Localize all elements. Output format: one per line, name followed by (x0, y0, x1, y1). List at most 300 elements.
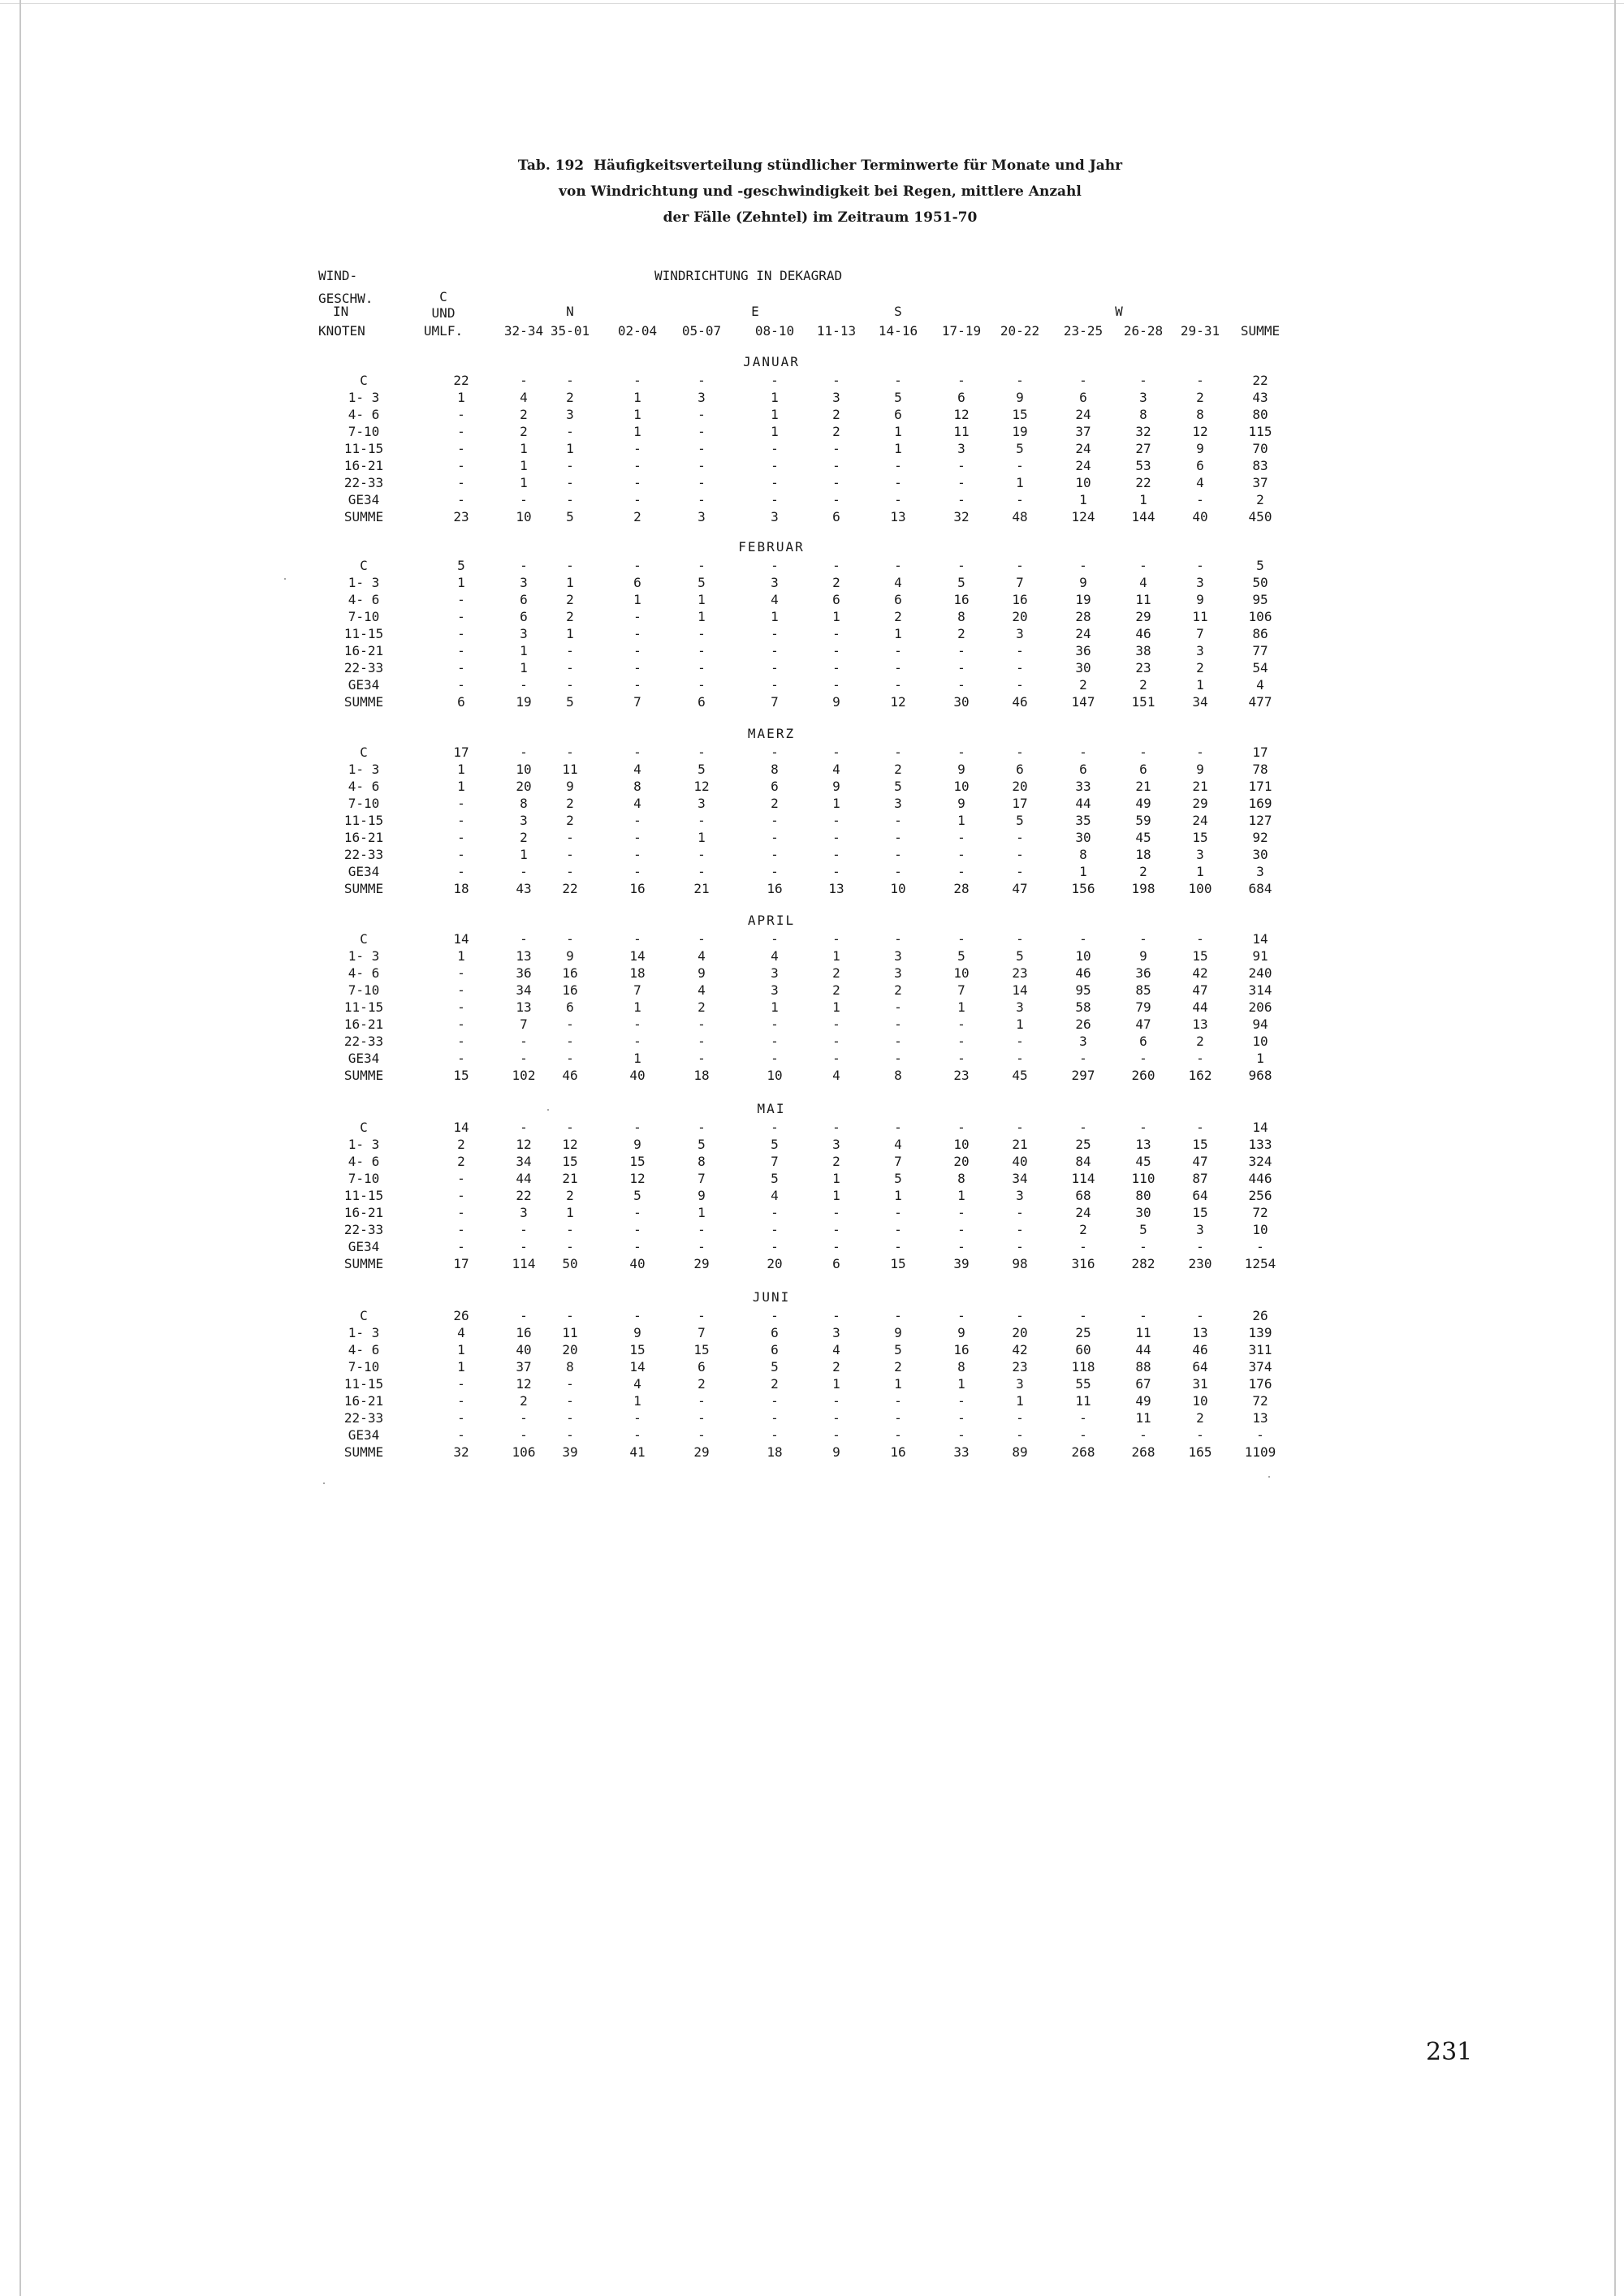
table-cell: 95 (1252, 592, 1268, 607)
table-cell: - (633, 1120, 641, 1135)
table-cell: 46 (562, 1068, 578, 1083)
table-cell: - (633, 931, 641, 947)
table-cell: 106 (1248, 609, 1272, 624)
table-cell: - (832, 744, 840, 760)
row-label: SUMME (343, 1256, 384, 1271)
table-cell: 11 (1135, 592, 1151, 607)
table-cell: 3 (771, 509, 779, 524)
table-cell: 1 (633, 1051, 641, 1066)
column-header: 23-25 (1063, 323, 1104, 339)
row-label: GE34 (348, 1051, 380, 1066)
table-cell: 11 (1135, 1410, 1151, 1426)
table-cell: 45 (1135, 1154, 1151, 1169)
table-cell: - (566, 558, 574, 573)
table-cell: 46 (1192, 1342, 1208, 1357)
table-cell: - (520, 1120, 528, 1135)
table-cell: 59 (1135, 813, 1151, 828)
table-cell: 9 (832, 779, 840, 794)
table-cell: - (1079, 1427, 1087, 1443)
table-cell: 1 (1196, 864, 1204, 879)
table-cell: 58 (1075, 999, 1091, 1015)
table-cell: - (633, 475, 641, 490)
table-cell: 23 (953, 1068, 970, 1083)
table-cell: - (832, 864, 840, 879)
row-label: 1- 3 (348, 1137, 380, 1152)
table-cell: - (832, 830, 840, 845)
table-cell: 10 (516, 509, 532, 524)
table-cell: 11 (953, 424, 970, 439)
table-cell: 1 (457, 1359, 465, 1375)
table-cell: 27 (1135, 441, 1151, 456)
direction-header: WINDRICHTUNG IN DEKAGRAD (654, 268, 843, 283)
table-cell: - (633, 660, 641, 675)
table-cell: 5 (771, 1137, 779, 1152)
table-cell: 18 (629, 965, 646, 981)
table-cell: - (1016, 1239, 1024, 1254)
table-cell: - (698, 813, 706, 828)
table-cell: 22 (1135, 475, 1151, 490)
row-label: 7-10 (348, 609, 380, 624)
table-cell: - (894, 677, 902, 693)
column-header: 35-01 (550, 323, 590, 339)
table-cell: - (957, 475, 965, 490)
table-cell: - (1079, 1410, 1087, 1426)
table-cell: 2 (566, 1188, 574, 1203)
table-cell: - (698, 660, 706, 675)
table-cell: 47 (1012, 881, 1028, 896)
table-cell: - (832, 643, 840, 658)
table-cell: 6 (633, 575, 641, 590)
table-cell: 1 (1016, 475, 1024, 490)
column-header: SUMME (1240, 323, 1281, 339)
table-cell: 1 (566, 441, 574, 456)
table-cell: 7 (771, 694, 779, 710)
table-cell: - (894, 660, 902, 675)
table-cell: 1 (957, 813, 965, 828)
table-cell: 49 (1135, 796, 1151, 811)
row-label: 7-10 (348, 1359, 380, 1375)
table-cell: 23 (1135, 660, 1151, 675)
table-cell: 26 (1075, 1016, 1091, 1032)
row-label: 4- 6 (348, 592, 380, 607)
table-cell: 34 (1012, 1171, 1028, 1186)
table-cell: 4 (771, 948, 779, 964)
month-label: APRIL (747, 913, 796, 928)
table-cell: 16 (890, 1444, 906, 1460)
table-cell: - (832, 677, 840, 693)
table-cell: 8 (698, 1154, 706, 1169)
table-cell: 24 (1075, 441, 1091, 456)
table-cell: - (957, 1034, 965, 1049)
table-cell: 68 (1075, 1188, 1091, 1203)
table-cell: 324 (1248, 1154, 1272, 1169)
row-label: 22-33 (343, 1034, 384, 1049)
table-cell: 1 (1256, 1051, 1264, 1066)
row-label: SUMME (343, 881, 384, 896)
table-cell: - (633, 441, 641, 456)
table-cell: 12 (516, 1137, 532, 1152)
table-cell: 34 (516, 982, 532, 998)
table-cell: 6 (1079, 390, 1087, 405)
row-label: 1- 3 (348, 390, 380, 405)
stub-header-line-4: KNOTEN (318, 323, 365, 339)
table-cell: 16 (767, 881, 783, 896)
table-cell: 147 (1071, 694, 1095, 710)
table-cell: - (771, 813, 779, 828)
table-cell: 3 (771, 982, 779, 998)
table-cell: 2 (894, 609, 902, 624)
table-cell: - (771, 1222, 779, 1237)
table-cell: 2 (832, 407, 840, 422)
table-cell: 171 (1248, 779, 1272, 794)
table-cell: 4 (520, 390, 528, 405)
row-label: 11-15 (343, 1376, 384, 1392)
table-cell: 2 (832, 424, 840, 439)
table-cell: - (957, 830, 965, 845)
compass-east: E (751, 304, 759, 319)
month-label: MAERZ (747, 726, 796, 741)
table-cell: - (771, 1239, 779, 1254)
table-cell: 55 (1075, 1376, 1091, 1392)
table-cell: 11 (562, 1325, 578, 1340)
table-cell: - (566, 1120, 574, 1135)
table-cell: 26 (453, 1308, 469, 1323)
table-cell: 206 (1248, 999, 1272, 1015)
table-cell: 1 (771, 424, 779, 439)
table-cell: - (1139, 1239, 1147, 1254)
table-cell: 6 (1139, 1034, 1147, 1049)
table-cell: 43 (516, 881, 532, 896)
table-cell: - (771, 1034, 779, 1049)
table-cell: 21 (693, 881, 710, 896)
table-cell: 91 (1252, 948, 1268, 964)
table-cell: 176 (1248, 1376, 1272, 1392)
table-cell: 114 (512, 1256, 536, 1271)
table-cell: - (957, 660, 965, 675)
table-cell: 44 (1135, 1342, 1151, 1357)
table-cell: - (698, 558, 706, 573)
table-cell: 1 (633, 390, 641, 405)
table-cell: 3 (894, 796, 902, 811)
table-cell: - (957, 1308, 965, 1323)
table-cell: - (633, 626, 641, 641)
table-cell: 1 (832, 796, 840, 811)
table-cell: - (633, 609, 641, 624)
table-cell: - (957, 1051, 965, 1066)
table-cell: 3 (1256, 864, 1264, 879)
row-label: C (360, 558, 368, 573)
table-cell: - (566, 677, 574, 693)
table-cell: - (1016, 1222, 1024, 1237)
table-cell: 29 (1135, 609, 1151, 624)
table-cell: 95 (1075, 982, 1091, 998)
table-cell: - (698, 1120, 706, 1135)
row-label: GE34 (348, 1239, 380, 1254)
table-cell: 13 (516, 999, 532, 1015)
scan-speck (1268, 1476, 1270, 1478)
calm-header-line-2: UND (431, 305, 456, 321)
table-cell: 34 (516, 1154, 532, 1169)
table-cell: - (566, 424, 574, 439)
table-cell: 3 (520, 1205, 528, 1220)
table-cell: - (566, 660, 574, 675)
table-cell: 2 (633, 509, 641, 524)
table-cell: - (832, 847, 840, 862)
table-cell: 20 (516, 779, 532, 794)
table-cell: 16 (516, 1325, 532, 1340)
table-cell: - (832, 558, 840, 573)
table-cell: 32 (953, 509, 970, 524)
table-cell: - (771, 1205, 779, 1220)
table-cell: - (894, 744, 902, 760)
table-cell: 13 (1192, 1325, 1208, 1340)
table-cell: - (566, 931, 574, 947)
table-cell: 5 (894, 1342, 902, 1357)
table-cell: 1 (771, 609, 779, 624)
table-cell: 3 (1196, 1222, 1204, 1237)
table-cell: - (520, 1308, 528, 1323)
table-cell: - (957, 864, 965, 879)
table-cell: 24 (1075, 407, 1091, 422)
table-cell: 53 (1135, 458, 1151, 473)
row-label: 16-21 (343, 1016, 384, 1032)
table-cell: - (633, 813, 641, 828)
table-cell: 2 (1196, 1410, 1204, 1426)
table-cell: 1 (520, 643, 528, 658)
table-cell: 12 (516, 1376, 532, 1392)
table-cell: 5 (1016, 948, 1024, 964)
table-cell: - (1016, 847, 1024, 862)
table-cell: 1 (457, 948, 465, 964)
table-cell: - (1016, 1051, 1024, 1066)
row-label: 11-15 (343, 626, 384, 641)
table-cell: 9 (894, 1325, 902, 1340)
table-cell: - (957, 1120, 965, 1135)
table-cell: 144 (1131, 509, 1155, 524)
table-cell: 2 (771, 796, 779, 811)
table-cell: - (1016, 864, 1024, 879)
row-label: 1- 3 (348, 762, 380, 777)
table-cell: 6 (457, 694, 465, 710)
row-label: 4- 6 (348, 1154, 380, 1169)
table-cell: - (566, 1034, 574, 1049)
row-label: 11-15 (343, 441, 384, 456)
table-cell: 2 (566, 813, 574, 828)
table-cell: 45 (1135, 830, 1151, 845)
column-header: 20-22 (1000, 323, 1040, 339)
table-cell: - (832, 1016, 840, 1032)
table-cell: 684 (1248, 881, 1272, 896)
table-cell: - (698, 1222, 706, 1237)
table-cell: 24 (1192, 813, 1208, 828)
table-cell: - (1016, 1427, 1024, 1443)
table-cell: 2 (832, 982, 840, 998)
table-cell: 41 (629, 1444, 646, 1460)
table-cell: 4 (832, 1342, 840, 1357)
table-cell: 70 (1252, 441, 1268, 456)
row-label: 16-21 (343, 458, 384, 473)
table-cell: - (957, 1222, 965, 1237)
table-cell: 23 (1012, 1359, 1028, 1375)
table-cell: 18 (693, 1068, 710, 1083)
table-cell: - (1079, 931, 1087, 947)
table-cell: - (566, 1393, 574, 1409)
table-cell: 16 (1012, 592, 1028, 607)
table-cell: - (957, 847, 965, 862)
table-cell: - (894, 864, 902, 879)
column-header: 17-19 (941, 323, 982, 339)
calm-header-line-3: UMLF. (423, 323, 464, 339)
table-cell: 20 (953, 1154, 970, 1169)
row-label: 22-33 (343, 1410, 384, 1426)
table-cell: - (457, 847, 465, 862)
table-cell: 40 (1192, 509, 1208, 524)
table-cell: 3 (520, 813, 528, 828)
table-cell: - (1079, 744, 1087, 760)
table-cell: - (633, 458, 641, 473)
table-cell: 98 (1012, 1256, 1028, 1271)
table-cell: - (457, 982, 465, 998)
table-cell: - (566, 1410, 574, 1426)
table-cell: 2 (832, 1359, 840, 1375)
row-label: 1- 3 (348, 575, 380, 590)
table-cell: - (1196, 1427, 1204, 1443)
row-label: 22-33 (343, 660, 384, 675)
table-cell: 7 (633, 694, 641, 710)
table-cell: 30 (1135, 1205, 1151, 1220)
table-cell: 11 (562, 762, 578, 777)
title-line-1: Tab. 192 Häufigkeitsverteilung stündlicher Terminwerte für Monate und Jahr (517, 158, 1123, 174)
table-cell: 9 (832, 694, 840, 710)
table-cell: - (633, 373, 641, 388)
table-cell: - (633, 1205, 641, 1220)
table-cell: 6 (771, 1342, 779, 1357)
table-cell: 2 (520, 830, 528, 845)
row-label: 22-33 (343, 847, 384, 862)
table-cell: 19 (516, 694, 532, 710)
column-header: 14-16 (878, 323, 918, 339)
table-cell: 36 (1075, 643, 1091, 658)
table-cell: 114 (1071, 1171, 1095, 1186)
table-cell: 118 (1071, 1359, 1095, 1375)
table-cell: - (566, 1222, 574, 1237)
table-cell: 3 (1016, 999, 1024, 1015)
table-cell: 11 (1135, 1325, 1151, 1340)
table-cell: 21 (1192, 779, 1208, 794)
table-cell: 14 (453, 1120, 469, 1135)
table-cell: - (957, 931, 965, 947)
row-label: 4- 6 (348, 965, 380, 981)
table-cell: 14 (629, 1359, 646, 1375)
table-cell: 6 (894, 592, 902, 607)
scan-speck (547, 1109, 549, 1111)
table-cell: 4 (457, 1325, 465, 1340)
table-cell: - (520, 1222, 528, 1237)
table-cell: - (457, 864, 465, 879)
table-cell: - (698, 458, 706, 473)
table-cell: 268 (1131, 1444, 1155, 1460)
table-cell: 1 (698, 1205, 706, 1220)
table-cell: - (771, 1308, 779, 1323)
row-label: SUMME (343, 509, 384, 524)
table-cell: 1 (1016, 1016, 1024, 1032)
table-cell: - (457, 458, 465, 473)
table-cell: 80 (1252, 407, 1268, 422)
table-cell: 32 (1135, 424, 1151, 439)
table-cell: 260 (1131, 1068, 1155, 1083)
row-label: GE34 (348, 864, 380, 879)
table-cell: 2 (1256, 492, 1264, 507)
table-cell: 1 (832, 1376, 840, 1392)
table-cell: - (957, 458, 965, 473)
table-cell: 49 (1135, 1393, 1151, 1409)
table-cell: - (771, 475, 779, 490)
table-cell: 12 (693, 779, 710, 794)
table-cell: 100 (1188, 881, 1212, 896)
table-cell: - (566, 458, 574, 473)
table-cell: 1 (894, 1188, 902, 1203)
table-cell: 5 (698, 1137, 706, 1152)
table-cell: 13 (1192, 1016, 1208, 1032)
table-cell: - (698, 1410, 706, 1426)
table-cell: 24 (1075, 626, 1091, 641)
table-cell: - (520, 931, 528, 947)
table-cell: 12 (1192, 424, 1208, 439)
row-label: 7-10 (348, 424, 380, 439)
row-label: 4- 6 (348, 779, 380, 794)
table-cell: 6 (1079, 762, 1087, 777)
table-cell: 10 (890, 881, 906, 896)
table-cell: 7 (633, 982, 641, 998)
table-cell: 3 (520, 575, 528, 590)
table-cell: 20 (1012, 779, 1028, 794)
table-cell: 25 (1075, 1325, 1091, 1340)
table-cell: 8 (520, 796, 528, 811)
table-cell: - (457, 407, 465, 422)
table-cell: 16 (562, 982, 578, 998)
table-cell: 1 (771, 999, 779, 1015)
table-cell: 72 (1252, 1393, 1268, 1409)
table-cell: 4 (698, 948, 706, 964)
table-cell: 26 (1252, 1308, 1268, 1323)
table-cell: - (1139, 744, 1147, 760)
table-cell: 2 (457, 1137, 465, 1152)
table-cell: - (457, 1016, 465, 1032)
table-cell: 17 (1252, 744, 1268, 760)
table-cell: 22 (453, 373, 469, 388)
table-cell: 10 (1252, 1222, 1268, 1237)
table-cell: 50 (1252, 575, 1268, 590)
table-cell: 2 (566, 390, 574, 405)
table-cell: 11 (1075, 1393, 1091, 1409)
table-cell: - (771, 864, 779, 879)
table-cell: 1 (633, 1393, 641, 1409)
table-cell: 2 (457, 1154, 465, 1169)
table-cell: 1 (520, 847, 528, 862)
table-cell: - (457, 1051, 465, 1066)
table-cell: 9 (832, 1444, 840, 1460)
table-cell: 16 (562, 965, 578, 981)
table-cell: 2 (832, 965, 840, 981)
table-cell: - (832, 1034, 840, 1049)
table-cell: 3 (1016, 626, 1024, 641)
month-label: JUNI (752, 1289, 791, 1305)
table-cell: 21 (1135, 779, 1151, 794)
table-cell: 29 (1192, 796, 1208, 811)
table-cell: 2 (1196, 390, 1204, 405)
table-cell: 5 (894, 1171, 902, 1186)
table-cell: - (1079, 1120, 1087, 1135)
